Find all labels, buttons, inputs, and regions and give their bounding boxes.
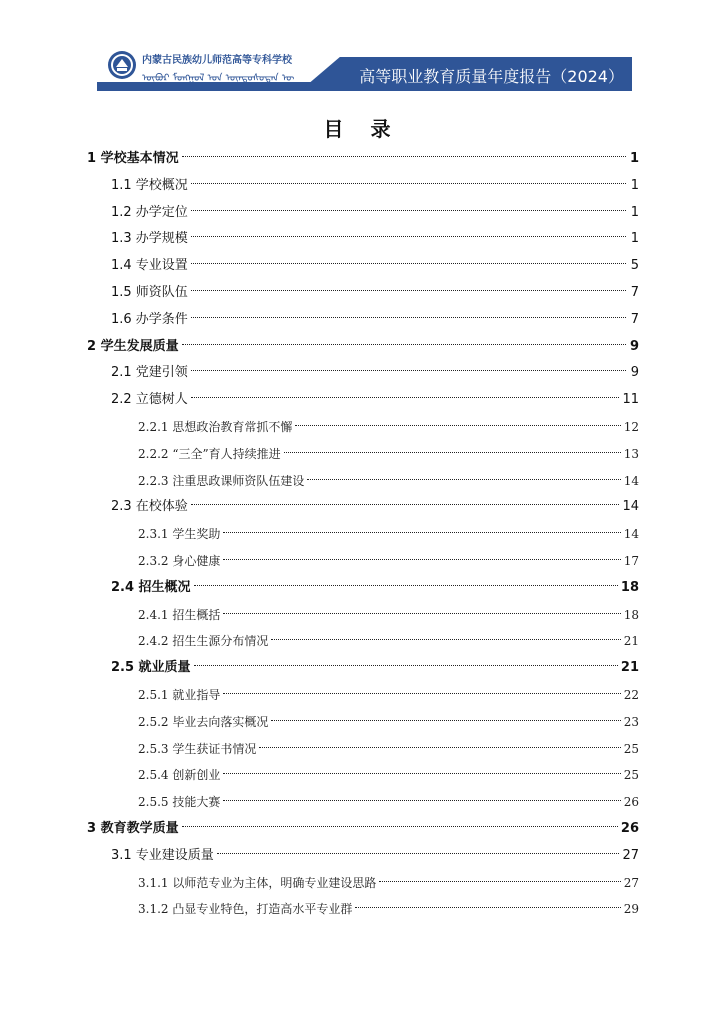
toc-entry-title: 2.2.1 思想政治教育常抓不懈	[138, 419, 293, 434]
dot-leader	[223, 693, 620, 694]
toc-entry[interactable]	[87, 682, 639, 709]
dot-leader	[223, 800, 620, 801]
dot-leader	[194, 585, 618, 586]
dot-leader	[223, 613, 620, 614]
dot-leader	[191, 290, 626, 291]
toc-entry-title: 2.5.1 就业指导	[138, 687, 221, 702]
toc-entry[interactable]	[87, 253, 639, 280]
toc-entry-page: 26	[620, 820, 639, 836]
toc-entry-title: 2.2 立德树人	[111, 392, 188, 408]
toc-entry-title: 1 学校基本情况	[87, 151, 179, 166]
dot-leader	[191, 370, 626, 371]
toc-entry[interactable]	[87, 307, 639, 334]
toc-entry[interactable]	[87, 762, 639, 789]
toc-entry[interactable]	[87, 896, 639, 923]
dot-leader	[271, 639, 620, 640]
page-title: 目 录	[323, 117, 401, 141]
toc-entry-title: 2.5.3 学生获证书情况	[138, 741, 257, 756]
toc-entry-title: 3.1 专业建设质量	[111, 847, 214, 863]
toc-entry[interactable]	[87, 414, 639, 441]
toc-entry[interactable]	[87, 226, 639, 253]
dot-leader	[194, 665, 618, 666]
dot-leader	[307, 479, 620, 480]
toc-entry-title: 2.4.2 招生生源分布情况	[138, 634, 269, 649]
toc-entry[interactable]	[87, 736, 639, 763]
toc-entry-page: 1	[629, 151, 639, 166]
dot-leader	[223, 532, 620, 533]
school-name-mn: ᠥᠪᠦᠷ ᠮᠣᠩᠭᠣᠯ ᠤᠨ ᠦᠨᠳᠦᠰᠦᠲᠡᠨ ᠦ	[142, 73, 295, 84]
toc-entry[interactable]	[87, 280, 639, 307]
toc-entry-title: 3.1.2 凸显专业特色，打造高水平专业群	[138, 902, 353, 917]
toc-entry-title: 3.1.1 以师范专业为主体，明确专业建设思路	[138, 875, 377, 890]
toc-entry-page: 18	[620, 579, 639, 595]
toc-entry-title: 2.5.2 毕业去向落实概况	[138, 714, 269, 729]
toc-entry-title: 1.4 专业设置	[111, 258, 188, 274]
toc-entry-title: 2.4 招生概况	[111, 579, 191, 595]
toc-entry-title: 1.6 办学条件	[111, 311, 188, 327]
toc-entry-title: 2.5 就业质量	[111, 660, 191, 676]
toc-entry-page: 25	[623, 741, 639, 756]
toc-entry-page: 23	[623, 714, 639, 729]
toc-entry[interactable]	[87, 360, 639, 387]
dot-leader	[191, 210, 626, 211]
toc-entry[interactable]	[87, 816, 639, 843]
dot-leader	[182, 826, 618, 827]
dot-leader	[191, 317, 626, 318]
toc-entry-title: 1.3 办学规模	[111, 231, 188, 247]
page-header	[0, 0, 724, 100]
toc-entry[interactable]	[87, 334, 639, 361]
toc-entry-title: 1.5 师资队伍	[111, 284, 188, 300]
report-title: 高等职业教育质量年度报告（2024）	[359, 67, 624, 86]
toc-entry-page: 22	[623, 687, 639, 702]
toc-entry-title: 2.5.5 技能大赛	[138, 795, 221, 810]
dot-leader	[191, 263, 626, 264]
toc-entry[interactable]	[87, 655, 639, 682]
toc-entry-title: 2.1 党建引领	[111, 365, 188, 381]
school-name-cn: 内蒙古民族幼儿师范高等专科学校	[142, 55, 292, 66]
dot-leader	[259, 747, 620, 748]
toc-entry-page: 9	[629, 338, 639, 354]
toc-entry-page: 26	[623, 795, 639, 810]
toc-entry-page: 9	[630, 365, 639, 381]
toc-entry-page: 14	[623, 527, 639, 542]
toc-entry-title: 2 学生发展质量	[87, 338, 179, 354]
toc-entry[interactable]	[87, 494, 639, 521]
toc-entry[interactable]	[87, 870, 639, 897]
toc-entry-page: 1	[630, 231, 639, 247]
dot-leader	[295, 425, 620, 426]
dot-leader	[191, 504, 620, 505]
toc-entry-page: 7	[630, 311, 639, 327]
toc-entry-title: 2.3.2 身心健康	[138, 553, 221, 568]
dot-leader	[223, 559, 620, 560]
toc-entry-title: 3 教育教学质量	[87, 820, 179, 836]
toc-entry[interactable]	[87, 173, 639, 200]
toc-entry[interactable]	[87, 387, 639, 414]
toc-entry-title: 2.5.4 创新创业	[138, 768, 221, 783]
toc-entry-page: 18	[623, 607, 639, 622]
toc-entry-page: 21	[620, 660, 639, 676]
toc-entry[interactable]	[87, 468, 639, 495]
toc-entry[interactable]	[87, 146, 639, 173]
dot-leader	[182, 344, 626, 345]
dot-leader	[191, 183, 626, 184]
toc-entry[interactable]	[87, 709, 639, 736]
dot-leader	[284, 452, 621, 453]
toc-entry[interactable]	[87, 548, 639, 575]
toc-entry-page: 1	[630, 204, 639, 220]
dot-leader	[191, 397, 620, 398]
dot-leader	[355, 907, 620, 908]
dot-leader	[271, 720, 620, 721]
toc-entry-title: 1.1 学校概况	[111, 177, 188, 193]
toc-entry-page: 27	[623, 875, 639, 890]
toc-entry-page: 12	[623, 419, 639, 434]
dot-leader	[223, 773, 620, 774]
school-emblem-icon	[107, 50, 137, 80]
dot-leader	[182, 156, 626, 157]
toc-entry-page: 21	[623, 634, 639, 649]
toc-entry-page: 5	[630, 258, 639, 274]
toc-entry[interactable]	[87, 602, 639, 629]
dot-leader	[217, 853, 620, 854]
toc-entry[interactable]	[87, 575, 639, 602]
toc-entry-page: 14	[623, 473, 639, 488]
toc-entry-title: 2.2.2 “三全”育人持续推进	[138, 446, 281, 461]
toc-entry-page: 13	[623, 446, 639, 461]
toc-entry-page: 11	[622, 392, 639, 408]
toc-entry[interactable]	[87, 441, 639, 468]
toc-entry[interactable]	[87, 200, 639, 227]
dot-leader	[379, 881, 620, 882]
dot-leader	[191, 236, 626, 237]
toc-entry-page: 17	[623, 553, 639, 568]
toc-entry-page: 7	[630, 284, 639, 300]
toc-entry[interactable]	[87, 521, 639, 548]
toc-entry-title: 2.3.1 学生奖助	[138, 527, 221, 542]
toc-entry-title: 2.3 在校体验	[111, 499, 188, 515]
toc-entry-page: 27	[622, 847, 639, 863]
toc-entry[interactable]	[87, 789, 639, 816]
toc-entry-title: 1.2 办学定位	[111, 204, 188, 220]
table-of-contents	[87, 146, 639, 923]
toc-entry-title: 2.4.1 招生概括	[138, 607, 221, 622]
toc-entry[interactable]	[87, 628, 639, 655]
toc-entry-page: 29	[623, 902, 639, 917]
toc-entry-page: 1	[630, 177, 639, 193]
toc-entry-page: 14	[622, 499, 639, 515]
toc-entry-title: 2.2.3 注重思政课师资队伍建设	[138, 473, 305, 488]
toc-entry-page: 25	[623, 768, 639, 783]
toc-entry[interactable]	[87, 843, 639, 870]
